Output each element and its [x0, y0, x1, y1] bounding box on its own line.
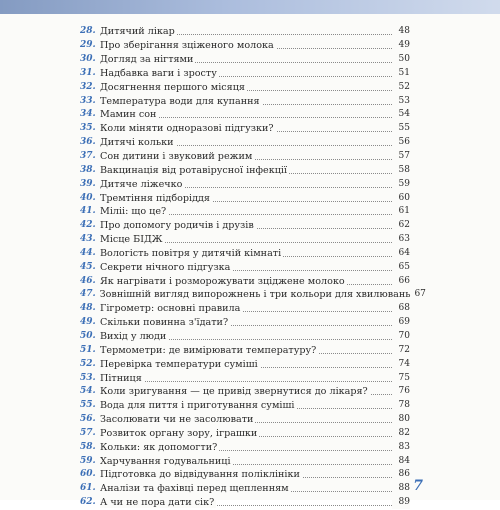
toc-entry-page: 67 — [414, 289, 426, 300]
toc-entry-number: 61. — [80, 483, 96, 494]
toc-entry — [80, 413, 410, 427]
toc-entry-title-wrap — [100, 399, 392, 412]
toc-entry-title: Кольки: як допомогти? — [100, 441, 218, 453]
toc-entry-page: 83 — [392, 441, 410, 454]
toc-entry-page: 80 — [392, 413, 410, 426]
toc-entry-page: 64 — [392, 247, 410, 260]
toc-entry-title-wrap — [100, 344, 392, 357]
toc-entry-number: 42. — [80, 220, 96, 231]
toc-entry-title-wrap — [100, 275, 392, 288]
toc-entry-title-wrap — [100, 247, 392, 260]
toc-entry — [80, 482, 410, 496]
toc-entry-number: 47. — [80, 289, 96, 300]
toc-entry-page: 68 — [392, 302, 410, 315]
toc-entry-title: Досягнення першого місяця — [100, 81, 245, 93]
toc-entry-title: Як нагрівати і розморожувати зціджене молоко — [100, 275, 345, 287]
toc-entry-page: 58 — [392, 164, 410, 177]
toc-entry-title-wrap — [100, 302, 392, 315]
toc-entry-page: 55 — [392, 122, 410, 135]
toc-entry-title-wrap — [100, 178, 392, 191]
toc-entry-number: 55. — [80, 400, 96, 411]
toc-entry-title-wrap — [100, 358, 392, 371]
toc-entry — [80, 468, 410, 482]
toc-entry-number: 57. — [80, 427, 96, 438]
toc-entry-title-wrap — [100, 122, 392, 135]
top-color-band — [0, 0, 500, 14]
toc-entry — [80, 191, 410, 205]
toc-entry-title: Вихід у люди — [100, 330, 167, 342]
toc-entry-title: Термометри: де вимірювати температуру? — [100, 344, 317, 356]
toc-entry — [80, 385, 410, 399]
toc-entry-page: 50 — [392, 53, 410, 66]
toc-entry-page: 89 — [392, 496, 410, 509]
toc-entry — [80, 274, 410, 288]
toc-entry-title: Вологість повітря у дитячій кімнаті — [100, 247, 282, 259]
toc-entry — [80, 454, 410, 468]
toc-entry-title: Дитячий лікар — [100, 26, 175, 38]
toc-entry — [80, 53, 410, 67]
toc-entry-title: Температура води для купання — [100, 95, 260, 107]
toc-entry-title-wrap — [100, 496, 392, 509]
toc-entry-page: 57 — [392, 150, 410, 163]
toc-entry-title-wrap — [100, 205, 392, 218]
toc-entry-page: 75 — [392, 372, 410, 385]
toc-entry-title: Зовнішній вигляд випорожнень і три кольори для хвилювань — [99, 289, 411, 301]
toc-entry-page: 76 — [392, 385, 410, 398]
toc-entry — [80, 39, 410, 53]
toc-entry-title: Підготовка до відвідування поліклініки — [100, 469, 300, 481]
toc-entry-page: 49 — [392, 39, 410, 52]
toc-entry-title-wrap — [100, 288, 413, 301]
toc-entry-number: 40. — [80, 192, 96, 203]
toc-entry-page: 51 — [392, 67, 410, 80]
toc-entry — [80, 25, 410, 39]
toc-entry-title: Скільки повинна з'їдати? — [100, 317, 229, 329]
toc-entry-title: Вода для пиття і приготування суміші — [100, 400, 295, 412]
toc-entry-page: 62 — [392, 219, 410, 232]
toc-entry-title-wrap — [100, 330, 392, 343]
toc-entry-page: 65 — [392, 261, 410, 274]
toc-entry-title-wrap — [100, 413, 392, 426]
page-folio: 7 — [413, 478, 423, 494]
toc-entry — [80, 357, 410, 371]
toc-entry-title-wrap — [100, 192, 392, 205]
toc-entry — [80, 136, 410, 150]
toc-entry-page: 56 — [392, 136, 410, 149]
toc-entry-title: Місце БІДЖ — [100, 234, 163, 246]
toc-entry-number: 36. — [80, 137, 96, 148]
toc-entry-title-wrap — [100, 441, 392, 454]
toc-entry-number: 46. — [80, 275, 96, 286]
toc-entry-number: 35. — [80, 123, 96, 134]
toc-entry-title-wrap — [100, 455, 392, 468]
toc-entry — [80, 440, 410, 454]
toc-entry — [80, 343, 410, 357]
toc-entry-title: Мамин сон — [100, 109, 157, 121]
toc-entry-title: Секрети нічного підгузка — [100, 261, 231, 273]
toc-entry-title: Перевірка температури суміші — [100, 358, 258, 370]
toc-entry-number: 54. — [80, 386, 96, 397]
toc-entry — [80, 219, 410, 233]
toc-entry-title-wrap — [100, 482, 392, 495]
toc-entry — [80, 316, 410, 330]
toc-entry-number: 30. — [80, 54, 96, 65]
toc-entry-page: 82 — [392, 427, 410, 440]
toc-entry-title: Тремтіння підборіддя — [100, 192, 210, 204]
toc-entry-page: 78 — [392, 399, 410, 412]
toc-entry-page: 61 — [392, 205, 410, 218]
toc-entry-title-wrap — [100, 372, 392, 385]
toc-entry-title: Гігрометр: основні правила — [100, 303, 241, 315]
toc-entry-page: 69 — [392, 316, 410, 329]
toc-entry-title: Надбавка ваги і зросту — [100, 67, 217, 79]
toc-entry — [80, 302, 410, 316]
toc-entry-title-wrap — [100, 95, 392, 108]
toc-entry-title-wrap — [100, 136, 392, 149]
toc-entry-title-wrap — [100, 67, 392, 80]
toc-entry-title: Засолювати чи не засолювати — [100, 414, 254, 426]
toc-entry-page: 52 — [392, 81, 410, 94]
toc-entry-title: Харчування годувальниці — [100, 455, 231, 467]
toc-entry-number: 50. — [80, 330, 96, 341]
toc-entry-title-wrap — [100, 219, 392, 232]
toc-entry-number: 58. — [80, 441, 96, 452]
toc-entry-title-wrap — [100, 150, 392, 163]
toc-entry-title: Дитячі кольки — [100, 137, 174, 149]
toc-entry-number: 43. — [80, 234, 96, 245]
toc-entry-title-wrap — [100, 81, 392, 94]
toc-entry-number: 48. — [80, 303, 96, 314]
toc-entry-number: 56. — [80, 414, 96, 425]
toc-entry-page: 48 — [392, 25, 410, 38]
toc-entry-title: Коли міняти одноразові підгузки? — [100, 123, 274, 135]
toc-entry — [80, 94, 410, 108]
toc-entry-title-wrap — [100, 25, 392, 38]
toc-entry-title-wrap — [100, 39, 392, 52]
toc-entry-number: 33. — [80, 95, 96, 106]
toc-entry-number: 31. — [80, 67, 96, 78]
toc-entry-number: 32. — [80, 81, 96, 92]
toc-entry-title: Вакцинація від ротавірусної інфекції — [100, 164, 288, 176]
toc-entry-title: Дитяче ліжечко — [100, 178, 183, 190]
toc-entry — [80, 163, 410, 177]
toc-entry-number: 34. — [80, 109, 96, 120]
toc-entry-title: Розвиток органу зору, іграшки — [100, 427, 258, 439]
toc-entry-number: 41. — [80, 206, 96, 217]
toc-entry-number: 52. — [80, 358, 96, 369]
toc-entry-number: 44. — [80, 247, 96, 258]
toc-entry-title: Пітниця — [100, 372, 142, 384]
toc-entry-title: А чи не пора дати сік? — [100, 497, 215, 509]
toc-entry-number: 59. — [80, 455, 96, 466]
table-of-contents — [80, 25, 426, 510]
toc-entry — [80, 150, 410, 164]
toc-entry-title: Аналізи та фахівці перед щепленням — [100, 483, 289, 495]
toc-entry-title-wrap — [100, 233, 392, 246]
toc-entry-number: 60. — [80, 469, 96, 480]
toc-entry — [80, 67, 410, 81]
toc-entry — [80, 247, 410, 261]
toc-entry — [80, 371, 410, 385]
toc-entry-page: 84 — [392, 455, 410, 468]
toc-entry-page: 86 — [392, 468, 410, 481]
toc-entry-number: 62. — [80, 497, 96, 508]
toc-entry-title: Коли зригування — це привід звернутися до лікаря? — [100, 386, 368, 398]
toc-entry-page: 63 — [392, 233, 410, 246]
toc-entry-page: 88 — [392, 482, 410, 495]
toc-entry — [80, 330, 410, 344]
toc-entry-number: 38. — [80, 164, 96, 175]
toc-entry-title: Сон дитини і звуковий режим — [100, 151, 253, 163]
toc-entry-title: Про зберігання зціженого молока — [100, 40, 274, 52]
toc-entry-title-wrap — [100, 261, 392, 274]
toc-entry-page: 72 — [392, 344, 410, 357]
toc-entry-title-wrap — [100, 385, 392, 398]
toc-entry — [80, 108, 410, 122]
toc-entry-page: 60 — [392, 192, 410, 205]
toc-entry-number: 37. — [80, 151, 96, 162]
toc-entry-page: 54 — [392, 108, 410, 121]
toc-entry-number: 51. — [80, 344, 96, 355]
toc-entry — [80, 177, 410, 191]
toc-entry-title-wrap — [100, 53, 392, 66]
toc-entry — [80, 122, 410, 136]
toc-entry — [80, 260, 410, 274]
toc-entry-title: Про допомогу родичів і друзів — [100, 220, 254, 232]
toc-entry-title: Догляд за нігтями — [100, 54, 194, 66]
toc-entry-page: 74 — [392, 358, 410, 371]
toc-entry-number: 28. — [80, 26, 96, 37]
toc-entry-title-wrap — [100, 427, 392, 440]
toc-entry-page: 53 — [392, 95, 410, 108]
toc-entry-number: 45. — [80, 261, 96, 272]
toc-entry-title: Міліі: що це? — [100, 206, 167, 218]
toc-entry-number: 29. — [80, 40, 96, 51]
toc-entry — [80, 205, 410, 219]
toc-entry-title-wrap — [100, 108, 392, 121]
toc-entry-number: 49. — [80, 317, 96, 328]
toc-entry — [80, 496, 410, 510]
toc-entry-number: 39. — [80, 178, 96, 189]
toc-entry-title-wrap — [100, 164, 392, 177]
toc-entry — [80, 288, 426, 302]
toc-entry-number: 53. — [80, 372, 96, 383]
toc-entry-title-wrap — [100, 468, 392, 481]
toc-entry — [80, 233, 410, 247]
toc-entry — [80, 80, 410, 94]
toc-entry — [80, 426, 410, 440]
toc-entry-page: 59 — [392, 178, 410, 191]
toc-entry-page: 70 — [392, 330, 410, 343]
toc-entry-page: 66 — [392, 275, 410, 288]
toc-entry — [80, 399, 410, 413]
toc-entry-title-wrap — [100, 316, 392, 329]
